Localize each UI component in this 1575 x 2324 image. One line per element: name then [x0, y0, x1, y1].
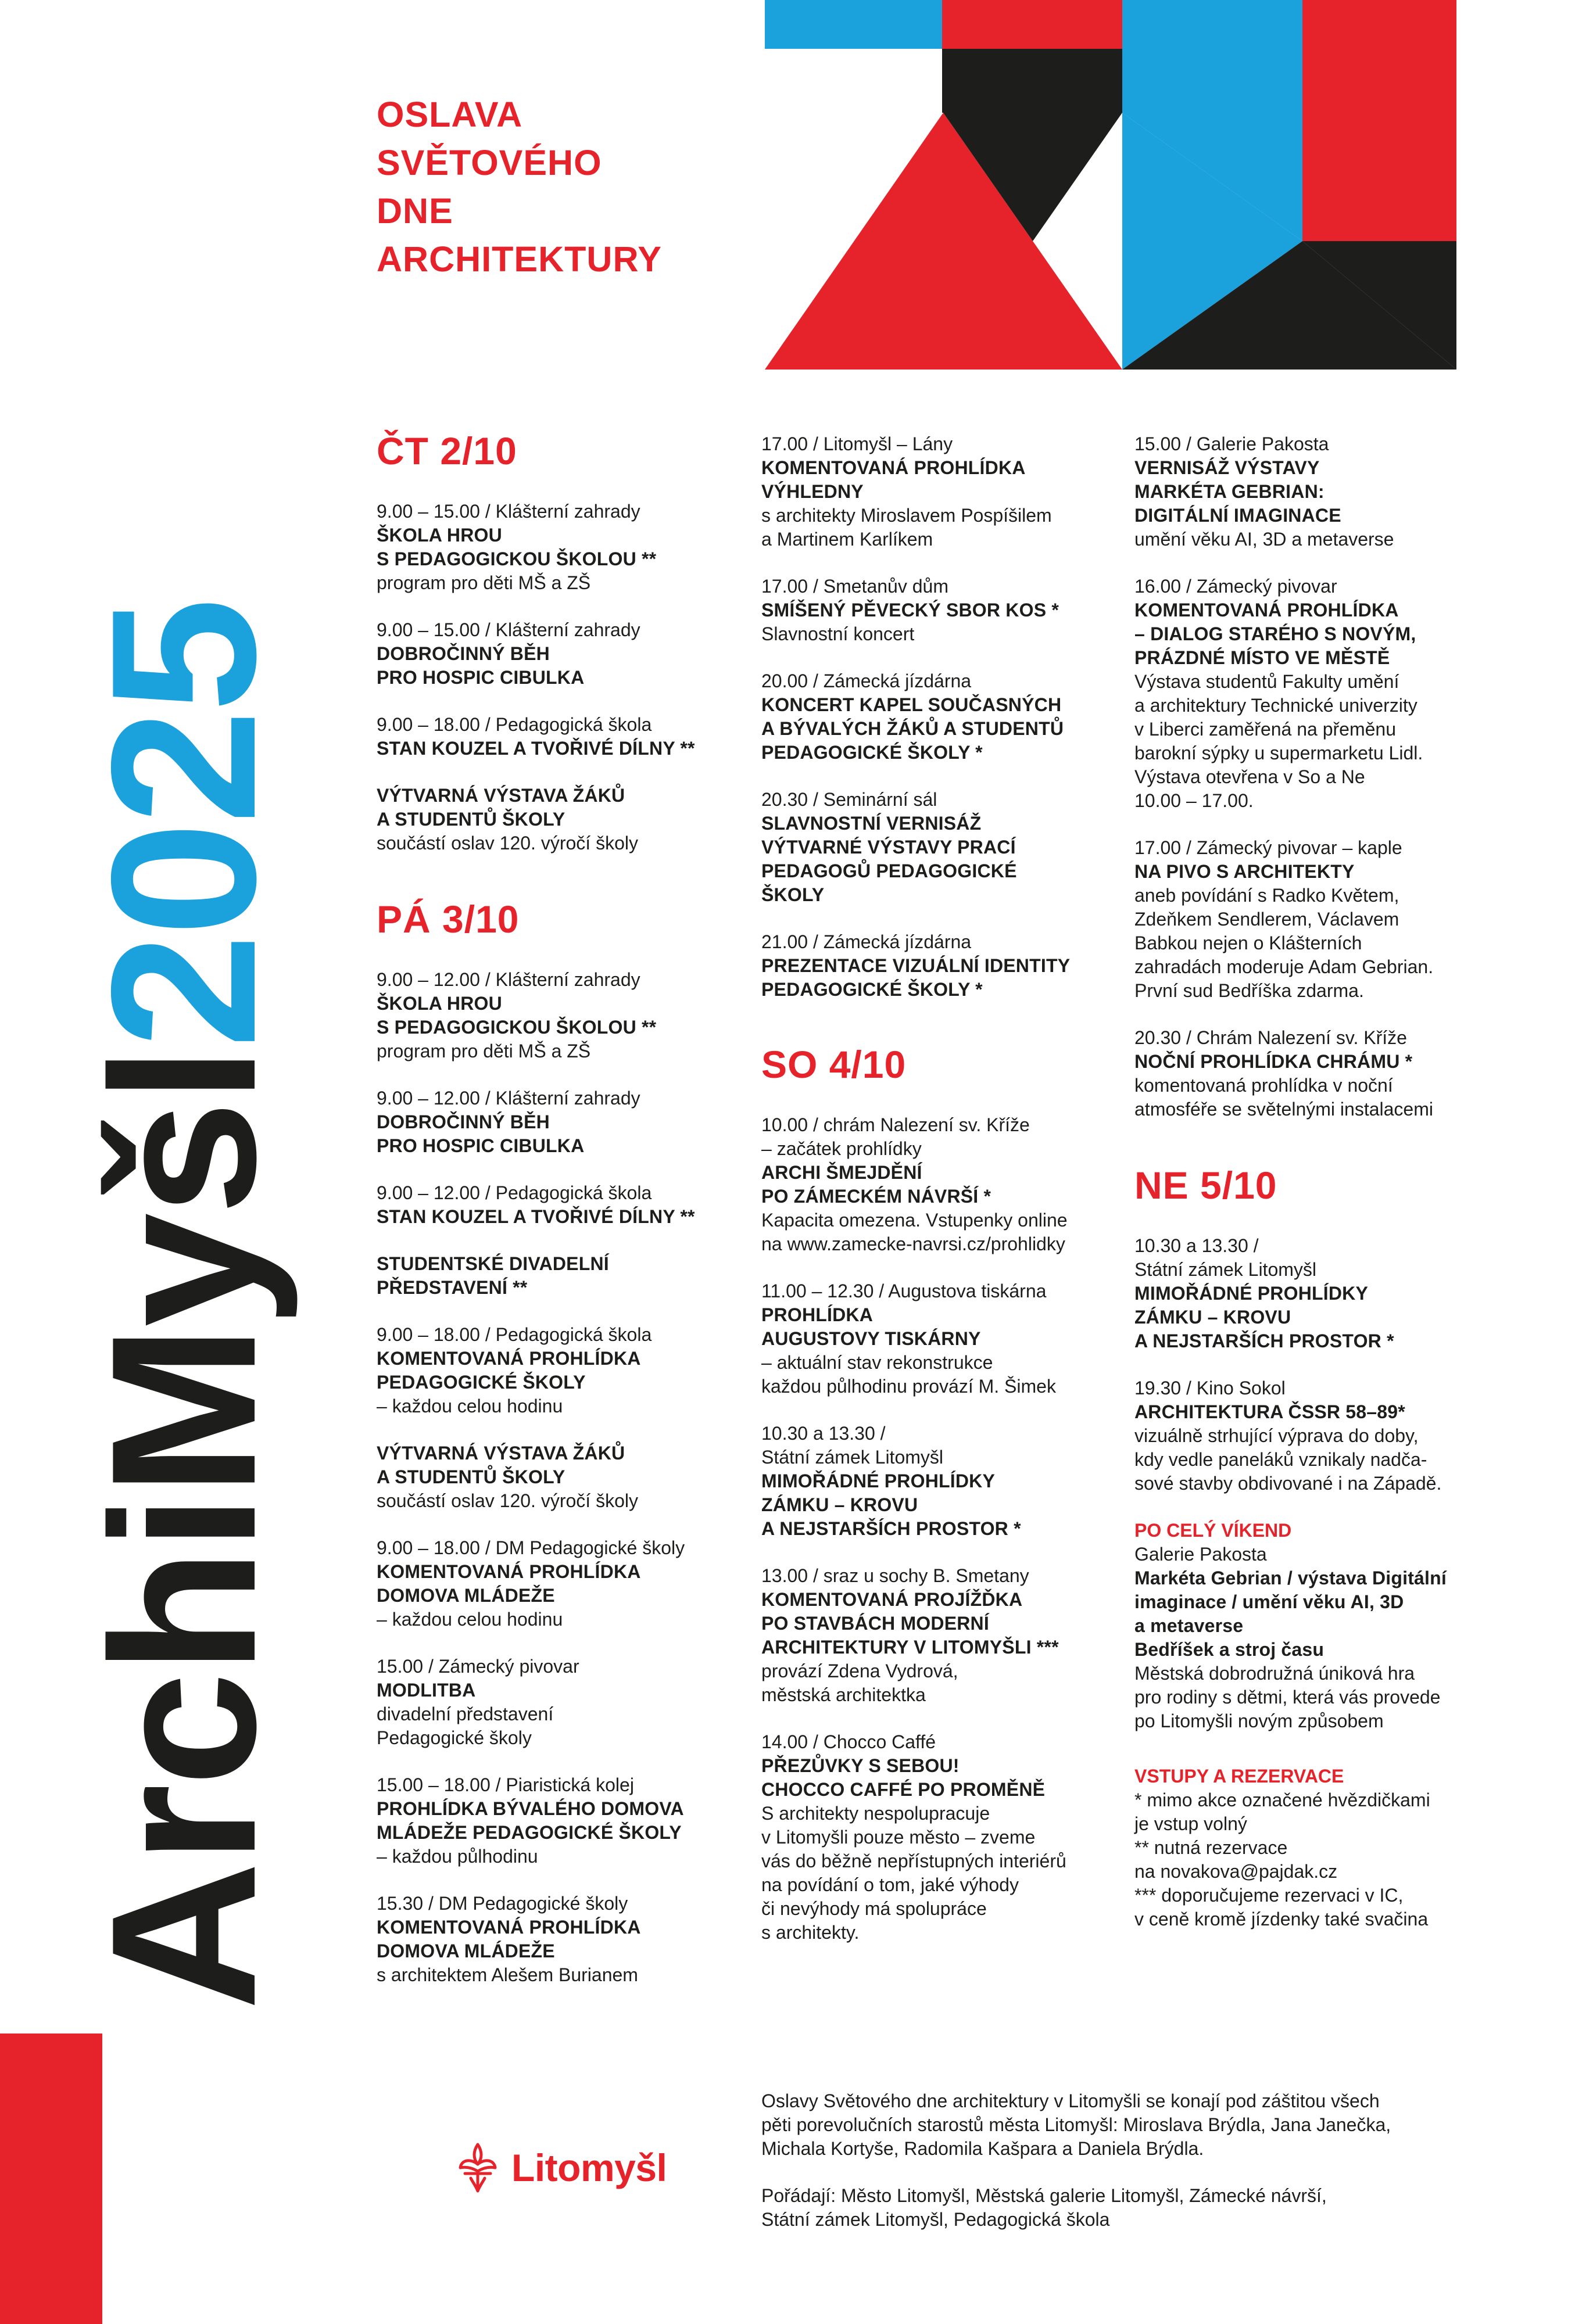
event-description: 10.00 – 17.00. [1134, 790, 1254, 811]
event-time-place: 9.00 – 15.00 / Klášterní zahrady [377, 619, 640, 640]
red-corner-bar [0, 2033, 102, 2324]
schedule-event [1134, 1026, 1506, 1121]
event-description: program pro děti MŠ a ZŠ [377, 572, 591, 593]
schedule-event [761, 1564, 1133, 1707]
event-time-place: 17.00 / Litomyšl – Lány [761, 433, 953, 454]
event-title: SMÍŠENÝ PĚVECKÝ SBOR KOS * [761, 600, 1059, 621]
weekend-title-line: Bedříšek a stroj času [1134, 1639, 1325, 1660]
event-time-place: 9.00 – 18.00 / Pedagogická škola [377, 1324, 652, 1345]
event-description: s architekty Miroslavem Pospíšilem [761, 505, 1052, 526]
event-title: – DIALOG STARÉHO S NOVÝM, [1134, 623, 1416, 644]
event-description: komentovaná prohlídka v noční [1134, 1075, 1393, 1096]
schedule-event [761, 1730, 1133, 1945]
title-line: OSLAVA [377, 95, 523, 134]
event-title: S PEDAGOGICKOU ŠKOLOU ** [377, 1017, 657, 1038]
schedule-column-3 [1134, 432, 1506, 1954]
event-title: PRO HOSPIC CIBULKA [377, 1135, 585, 1156]
reservations-heading: VSTUPY A REZERVACE [1134, 1766, 1344, 1787]
event-description: součástí oslav 120. výročí školy [377, 1490, 638, 1511]
event-title: DOMOVA MLÁDEŽE [377, 1941, 555, 1961]
schedule-event [377, 784, 749, 855]
event-description: městská architektka [761, 1684, 926, 1705]
event-time-place: 9.00 – 18.00 / DM Pedagogické školy [377, 1537, 685, 1558]
event-description: na www.zamecke-navrsi.cz/prohlidky [761, 1233, 1065, 1254]
weekend-title-line: imaginace / umění věku AI, 3D [1134, 1591, 1404, 1612]
event-title: ŠKOLA HROU [377, 525, 502, 546]
event-time-place: Státní zámek Litomyšl [1134, 1259, 1316, 1280]
event-title: PO STAVBÁCH MODERNÍ [761, 1613, 989, 1634]
event-time-place: 16.00 / Zámecký pivovar [1134, 576, 1337, 597]
schedule-event [1134, 836, 1506, 1003]
event-description: divadelní představení [377, 1703, 554, 1724]
schedule-event [377, 1181, 749, 1229]
reservation-line: je vstup volný [1134, 1813, 1247, 1834]
event-title: PROHLÍDKA [761, 1304, 874, 1325]
organizers-line: Pořádají: Město Litomyšl, Městská galerie Litomyšl, Zámecké návrší, [761, 2185, 1327, 2206]
event-title: PREZENTACE VIZUÁLNÍ IDENTITY [761, 955, 1071, 976]
event-description: S architekty nespolupracuje [761, 1803, 990, 1824]
event-description: provází Zdena Vydrová, [761, 1660, 958, 1681]
event-title: STAN KOUZEL A TVOŘIVÉ DÍLNY ** [377, 1206, 695, 1227]
event-time-place: 17.00 / Zámecký pivovar – kaple [1134, 837, 1402, 858]
event-title: VÝTVARNÁ VÝSTAVA ŽÁKŮ [377, 785, 625, 806]
day-heading-sunday: NE 5/10 [1134, 1164, 1277, 1207]
event-title: NOČNÍ PROHLÍDKA CHRÁMU * [1134, 1051, 1413, 1072]
event-time-place: 20.30 / Chrám Nalezení sv. Kříže [1134, 1027, 1407, 1048]
event-title: KOMENTOVANÁ PROHLÍDKA [1134, 600, 1399, 621]
schedule-event [761, 1422, 1133, 1541]
day-heading-thursday: ČT 2/10 [377, 429, 517, 472]
event-time-place: 13.00 / sraz u sochy B. Smetany [761, 1565, 1029, 1586]
event-title: NA PIVO S ARCHITEKTY [1134, 861, 1355, 882]
event-time-place: 10.00 / chrám Nalezení sv. Kříže [761, 1114, 1030, 1135]
saturday-evening-events [1134, 432, 1506, 1121]
event-time-place: 20.30 / Seminární sál [761, 789, 937, 810]
event-title: MODLITBA [377, 1680, 476, 1701]
event-description: či nevýhody má spolupráce [761, 1898, 987, 1919]
schedule-event [1134, 1376, 1506, 1495]
event-description: v Liberci zaměřená na přeměnu [1134, 719, 1397, 740]
event-title: AUGUSTOVY TISKÁRNY [761, 1328, 981, 1349]
event-time-place: 17.00 / Smetanův dům [761, 576, 948, 597]
event-description: Kapacita omezena. Vstupenky online [761, 1210, 1068, 1231]
event-description: Slavnostní koncert [761, 623, 915, 644]
event-description: – každou celou hodinu [377, 1396, 563, 1416]
event-description: aneb povídání s Radko Květem, [1134, 885, 1399, 906]
event-title: PO ZÁMECKÉM NÁVRŠÍ * [761, 1186, 991, 1207]
event-description: kdy vedle paneláků vznikaly nadča- [1134, 1449, 1427, 1470]
friday-events [377, 968, 749, 1987]
event-time-place: 9.00 – 12.00 / Klášterní zahrady [377, 969, 640, 990]
event-time-place: 10.30 a 13.30 / [1134, 1235, 1259, 1256]
event-title: VERNISÁŽ VÝSTAVY [1134, 457, 1320, 478]
schedule-event [377, 1086, 749, 1158]
event-time-place: 19.30 / Kino Sokol [1134, 1378, 1286, 1398]
poster-title [377, 91, 783, 284]
weekend-title-line: Markéta Gebrian / výstava Digitální [1134, 1568, 1447, 1588]
event-title: MARKÉTA GEBRIAN: [1134, 481, 1325, 502]
event-title: CHOCCO CAFFÉ PO PROMĚNĚ [761, 1779, 1046, 1800]
event-description: Zdeňkem Sendlerem, Václavem [1134, 909, 1399, 930]
schedule-event [377, 1536, 749, 1631]
event-description: umění věku AI, 3D a metaverse [1134, 529, 1394, 550]
event-description: součástí oslav 120. výročí školy [377, 833, 638, 853]
event-title: KOMENTOVANÁ PROHLÍDKA [377, 1917, 641, 1938]
event-title: STAN KOUZEL A TVOŘIVÉ DÍLNY ** [377, 738, 695, 759]
event-time-place: 21.00 / Zámecká jízdárna [761, 931, 972, 952]
reservation-line: v ceně kromě jízdenky také svačina [1134, 1909, 1429, 1930]
weekend-title-line: a metaverse [1134, 1615, 1244, 1636]
event-title: DIGITÁLNÍ IMAGINACE [1134, 505, 1341, 526]
event-description: v Litomyšli pouze město – zveme [761, 1827, 1036, 1848]
saturday-events [761, 1113, 1133, 1945]
event-description: každou půlhodinu provází M. Šimek [761, 1376, 1056, 1397]
event-description: – každou celou hodinu [377, 1609, 563, 1630]
event-title: A NEJSTARŠÍCH PROSTOR * [761, 1518, 1021, 1539]
event-title: PROHLÍDKA BÝVALÉHO DOMOVA [377, 1798, 684, 1819]
day-heading-saturday: SO 4/10 [761, 1043, 907, 1086]
event-title: PRO HOSPIC CIBULKA [377, 667, 585, 688]
schedule-event [761, 1113, 1133, 1256]
event-description: zahradách moderuje Adam Gebrian. [1134, 956, 1434, 977]
schedule-column-1 [377, 428, 749, 2010]
schedule-event [377, 713, 749, 761]
event-title: DOBROČINNÝ BĚH [377, 643, 550, 664]
event-title: KONCERT KAPEL SOUČASNÝCH [761, 694, 1062, 715]
event-title: MIMOŘÁDNÉ PROHLÍDKY [761, 1471, 996, 1491]
event-title: A BÝVALÝCH ŽÁKŮ A STUDENTŮ [761, 718, 1064, 739]
event-title: KOMENTOVANÁ PROHLÍDKA [761, 457, 1026, 478]
patronage-line: pěti porevolučních starostů města Litomyšl: Miroslava Brýdla, Jana Janečka, [761, 2114, 1391, 2135]
schedule-event [377, 618, 749, 690]
schedule-event [1134, 1234, 1506, 1353]
event-title: ARCHITEKTURY V LITOMYŠLI *** [761, 1637, 1059, 1658]
event-title: KOMENTOVANÁ PROHLÍDKA [377, 1348, 641, 1369]
reservation-line: * mimo akce označené hvězdičkami [1134, 1789, 1430, 1810]
weekend-heading: PO CELÝ VÍKEND [1134, 1520, 1292, 1541]
footer-text [761, 2089, 1517, 2232]
weekend-desc-line: pro rodiny s dětmi, která vás provede [1134, 1687, 1441, 1708]
event-time-place: 9.00 – 12.00 / Klášterní zahrady [377, 1088, 640, 1109]
friday-evening-events [761, 432, 1133, 1002]
event-title: SLAVNOSTNÍ VERNISÁŽ [761, 813, 982, 834]
reservations-section [1134, 1764, 1506, 1931]
event-title: PŘEDSTAVENÍ ** [377, 1277, 528, 1298]
geometric-decoration [765, 0, 1503, 372]
event-description: a architektury Technické univerzity [1134, 695, 1418, 716]
event-title: PEDAGOGICKÉ ŠKOLY [377, 1372, 586, 1393]
event-title: ZÁMKU – KROVU [1134, 1307, 1291, 1328]
event-title: PRÁZDNÉ MÍSTO VE MĚSTĚ [1134, 647, 1390, 668]
event-title: VÝTVARNÁ VÝSTAVA ŽÁKŮ [377, 1443, 625, 1464]
event-description: na povídání o tom, jaké výhody [761, 1874, 1019, 1895]
reservation-line: na novakova@pajdak.cz [1134, 1861, 1338, 1882]
event-title: MLÁDEŽE PEDAGOGICKÉ ŠKOLY [377, 1822, 682, 1843]
reservation-line: ** nutná rezervace [1134, 1837, 1288, 1858]
event-title: PEDAGOGICKÉ ŠKOLY * [761, 742, 983, 763]
event-time-place: 10.30 a 13.30 / [761, 1423, 886, 1444]
thursday-events [377, 500, 749, 855]
logo-text: Litomyšl [511, 2146, 667, 2189]
event-title: MIMOŘÁDNÉ PROHLÍDKY [1134, 1283, 1369, 1304]
event-title: ZÁMKU – KROVU [761, 1494, 918, 1515]
event-time-place: 9.00 – 12.00 / Pedagogická škola [377, 1182, 652, 1203]
schedule-event [1134, 432, 1506, 551]
event-title: A STUDENTŮ ŠKOLY [377, 1466, 565, 1487]
event-time-place: 11.00 – 12.30 / Augustova tiskárna [761, 1281, 1047, 1301]
event-time-place: 15.00 / Galerie Pakosta [1134, 433, 1329, 454]
schedule-event [761, 669, 1133, 765]
event-description: Babkou nejen o Klášterních [1134, 933, 1362, 953]
event-time-place: 9.00 – 18.00 / Pedagogická škola [377, 714, 652, 735]
event-description: Výstava otevřena v So a Ne [1134, 766, 1365, 787]
event-description: První sud Bedříška zdarma. [1134, 980, 1364, 1001]
event-title: PEDAGOGICKÉ ŠKOLY * [761, 979, 983, 1000]
event-title: DOMOVA MLÁDEŽE [377, 1585, 555, 1606]
event-description: program pro děti MŠ a ZŠ [377, 1041, 591, 1061]
event-description: – každou půlhodinu [377, 1846, 538, 1867]
event-title: VÝTVARNÉ VÝSTAVY PRACÍ [761, 837, 1016, 858]
sunday-events [1134, 1234, 1506, 1495]
organizers-line: Státní zámek Litomyšl, Pedagogická škola [761, 2209, 1110, 2230]
patronage-line: Oslavy Světového dne architektury v Litomyšli se konají pod záštitou všech [761, 2090, 1380, 2111]
event-title: ARCHITEKTURA ČSSR 58–89* [1134, 1401, 1405, 1422]
schedule-event [377, 1252, 749, 1300]
day-heading-friday: PÁ 3/10 [377, 898, 520, 941]
event-title: ARCHI ŠMEJDĚNÍ [761, 1162, 922, 1183]
event-title: KOMENTOVANÁ PROHLÍDKA [377, 1561, 641, 1582]
schedule-event [377, 1323, 749, 1418]
event-title: ŠKOLA HROU [377, 993, 502, 1014]
schedule-event [377, 500, 749, 595]
event-time-place: 20.00 / Zámecká jízdárna [761, 670, 972, 691]
event-title: ŠKOLY [761, 884, 825, 905]
vertical-title-year: 2025 [69, 600, 299, 1049]
schedule-event [761, 575, 1133, 646]
event-description: atmosféře se světelnými instalacemi [1134, 1099, 1433, 1120]
event-description: barokní sýpky u supermarketu Lidl. [1134, 743, 1423, 763]
event-time-place: 14.00 / Chocco Caffé [761, 1731, 936, 1752]
event-description: vizuálně strhující výprava do doby, [1134, 1425, 1419, 1446]
event-title: KOMENTOVANÁ PROJÍŽĎKA [761, 1589, 1023, 1610]
litomysl-logo [454, 2141, 667, 2194]
event-time-place: 15.00 / Zámecký pivovar [377, 1656, 579, 1677]
event-title: PŘEZŮVKY S SEBOU! [761, 1755, 960, 1776]
event-description: Pedagogické školy [377, 1727, 532, 1748]
event-title: PEDAGOGŮ PEDAGOGICKÉ [761, 860, 1017, 881]
event-description: – aktuální stav rekonstrukce [761, 1352, 993, 1373]
schedule-event [377, 968, 749, 1063]
weekend-desc-line: po Litomyšli novým způsobem [1134, 1710, 1384, 1731]
event-description: s architekty. [761, 1922, 860, 1943]
schedule-event [761, 432, 1133, 551]
event-description: s architektem Alešem Burianem [377, 1964, 638, 1985]
weekend-place: Galerie Pakosta [1134, 1544, 1267, 1565]
title-line: DNE [377, 191, 453, 231]
event-title: S PEDAGOGICKOU ŠKOLOU ** [377, 548, 657, 569]
patronage-line: Michala Kortyše, Radomila Kašpara a Daniela Brýdla. [761, 2138, 1204, 2159]
schedule-event [761, 1279, 1133, 1398]
event-title: A STUDENTŮ ŠKOLY [377, 809, 565, 830]
schedule-event [761, 788, 1133, 907]
event-description: a Martinem Karlíkem [761, 529, 933, 550]
event-time-place: 9.00 – 15.00 / Klášterní zahrady [377, 501, 640, 522]
event-time-place: 15.00 – 18.00 / Piaristická kolej [377, 1774, 634, 1795]
schedule-event [377, 1773, 749, 1868]
event-title: DOBROČINNÝ BĚH [377, 1111, 550, 1132]
reservation-line: *** doporučujeme rezervaci v IC, [1134, 1885, 1404, 1906]
title-line: ARCHITEKTURY [377, 239, 662, 279]
event-time-place: 15.30 / DM Pedagogické školy [377, 1893, 628, 1914]
event-title: STUDENTSKÉ DIVADELNÍ [377, 1253, 609, 1274]
vertical-title-name: ArchiMyšl [69, 1048, 299, 2010]
event-title: VÝHLEDNY [761, 481, 864, 502]
vertical-event-title [69, 600, 299, 2010]
weekend-desc-line: Městská dobrodružná úniková hra [1134, 1663, 1415, 1684]
lily-crest-icon [454, 2141, 501, 2194]
event-time-place: Státní zámek Litomyšl [761, 1447, 943, 1468]
event-time-place: – začátek prohlídky [761, 1138, 922, 1159]
event-title: A NEJSTARŠÍCH PROSTOR * [1134, 1330, 1394, 1351]
title-line: SVĚTOVÉHO [377, 143, 602, 182]
event-description: sové stavby obdivované i na Západě. [1134, 1473, 1442, 1494]
schedule-column-2 [761, 432, 1133, 1968]
event-description: Výstava studentů Fakulty umění [1134, 671, 1399, 692]
event-description: vás do běžně nepřístupných interiérů [761, 1850, 1066, 1871]
schedule-event [377, 1655, 749, 1750]
schedule-event [1134, 575, 1506, 813]
schedule-event [377, 1892, 749, 1987]
weekend-section [1134, 1519, 1506, 1733]
schedule-event [377, 1441, 749, 1513]
schedule-event [761, 930, 1133, 1002]
